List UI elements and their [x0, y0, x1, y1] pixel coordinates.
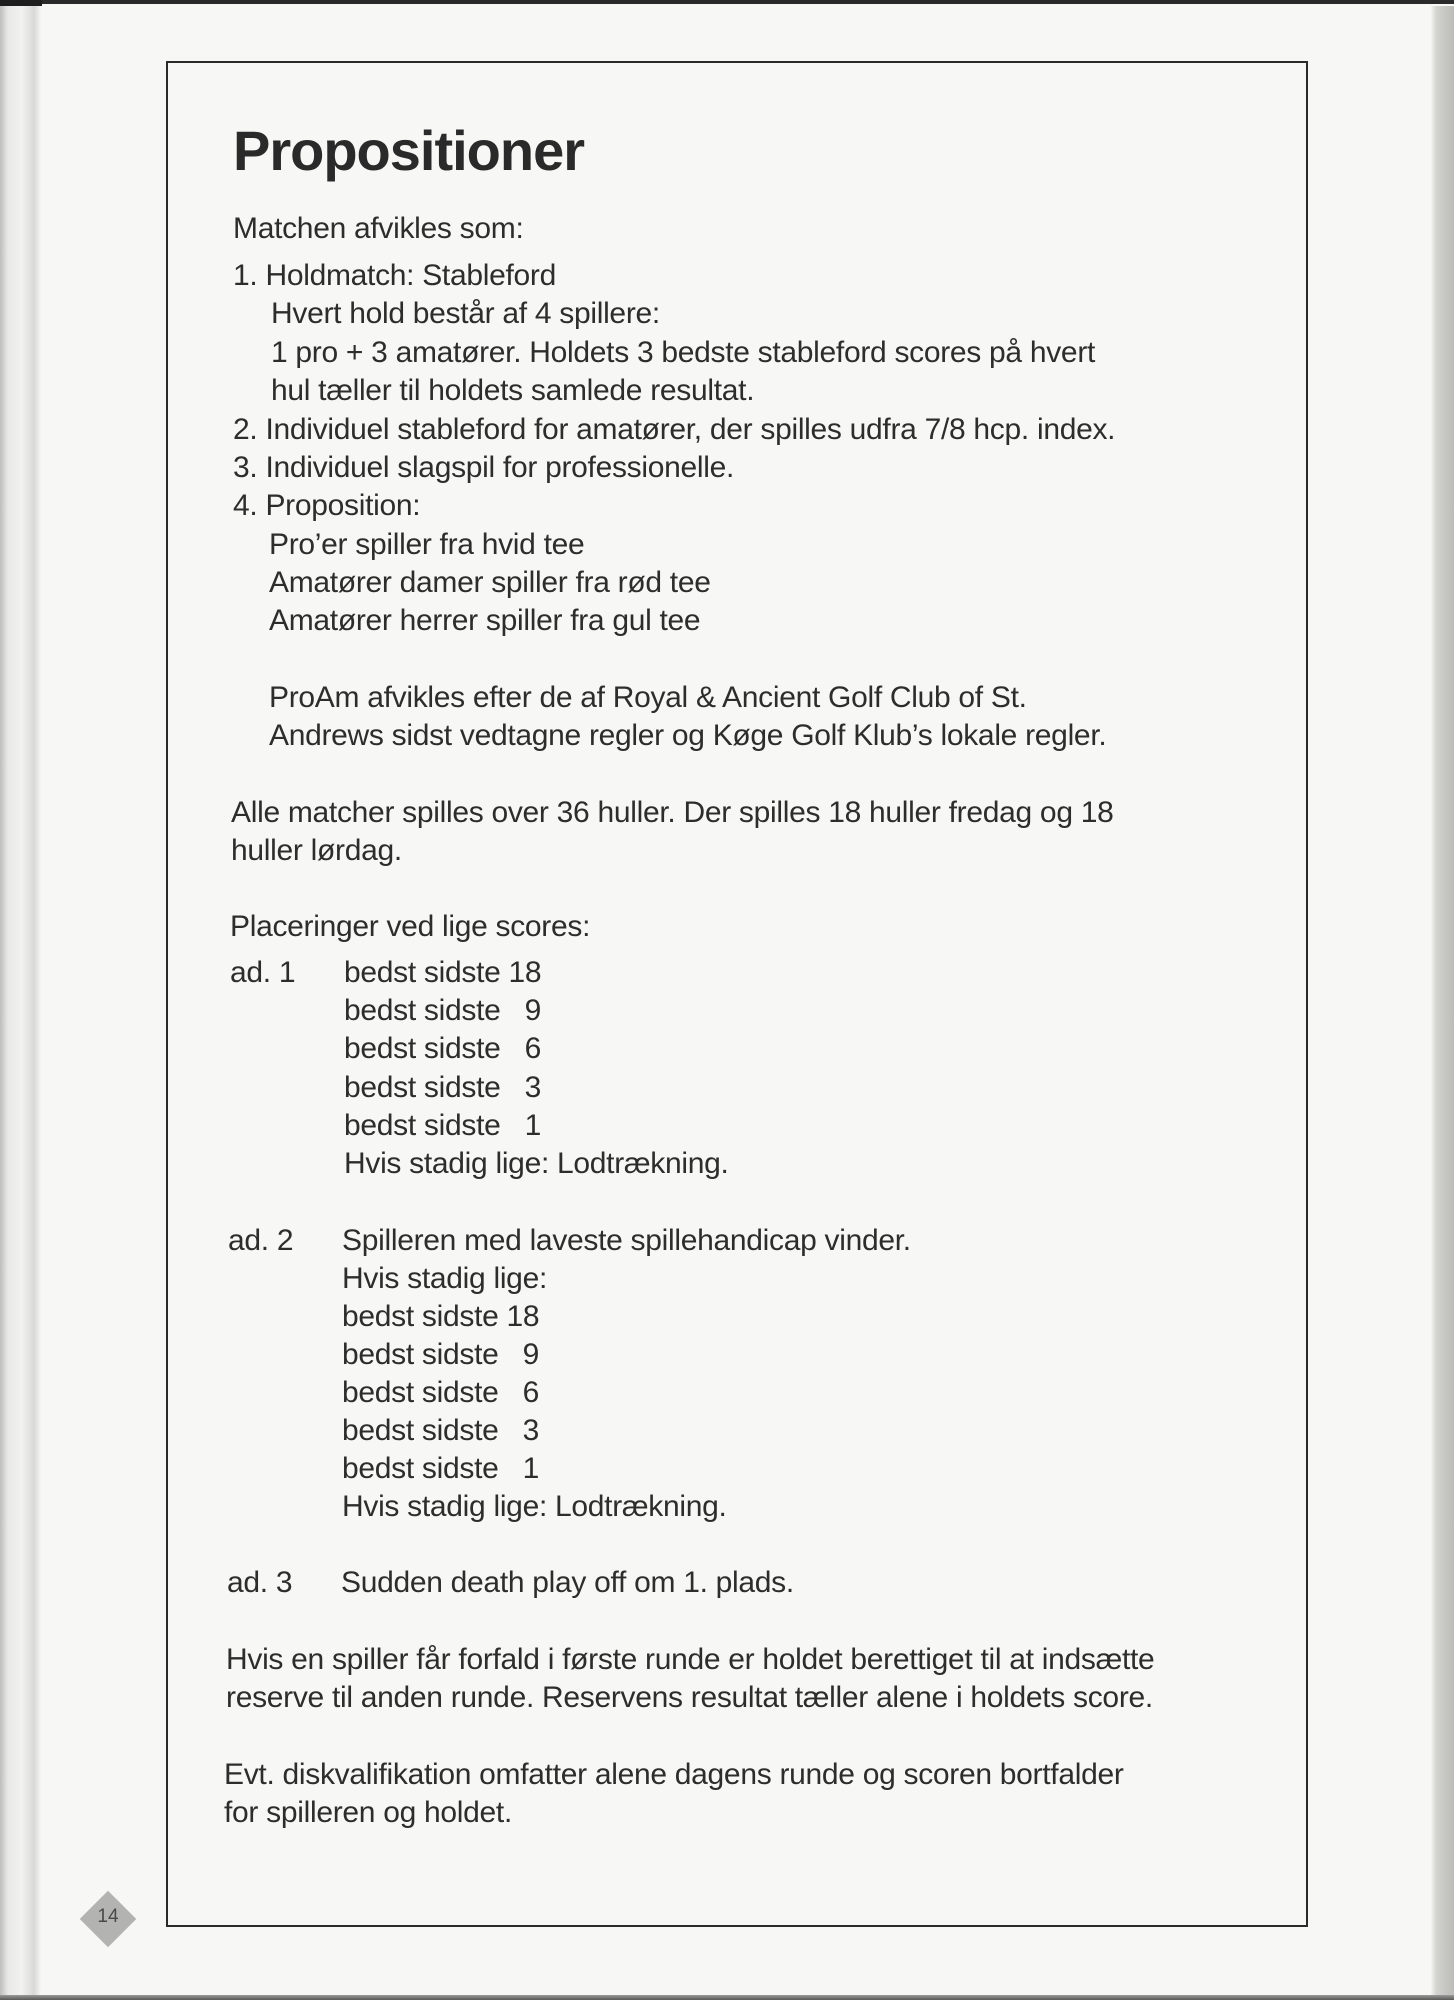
tie-rule: Spilleren med laveste spillehandicap vinder. — [342, 1224, 911, 1257]
list-item-4-line: Amatører damer spiller fra rød tee — [269, 566, 711, 599]
tie-rule: Sudden death play off om 1. plads. — [341, 1566, 794, 1599]
page-edge-shadow — [1430, 6, 1454, 2000]
list-item-4-line: Pro’er spiller fra hvid tee — [269, 528, 585, 561]
tie-rule: Hvis stadig lige: — [342, 1262, 547, 1295]
reserve-note-line: Hvis en spiller får forfald i første runde er holdet berettiget til at indsætte — [226, 1643, 1155, 1676]
reserve-note-line: reserve til anden runde. Reservens resultat tæller alene i holdets score. — [226, 1681, 1153, 1714]
page-number: 14 — [97, 1906, 119, 1927]
tie-rule: bedst sidste 6 — [344, 1032, 541, 1065]
tie-rule: Hvis stadig lige: Lodtrækning. — [342, 1490, 727, 1523]
tie-rule: bedst sidste 18 — [342, 1300, 540, 1333]
tie-label-3: ad. 3 — [227, 1566, 293, 1599]
tie-rule: bedst sidste 18 — [344, 956, 542, 989]
list-item-1: 1. Holdmatch: Stableford — [233, 259, 556, 292]
tie-label-2: ad. 2 — [228, 1224, 294, 1257]
tie-heading: Placeringer ved lige scores: — [230, 910, 591, 943]
list-item-1-line: Hvert hold består af 4 spillere: — [271, 297, 660, 330]
page-title: Propositioner — [233, 119, 585, 182]
rules-note-line: ProAm afvikles efter de af Royal & Ancient Golf Club of St. — [269, 681, 1027, 714]
tie-rule: bedst sidste 9 — [342, 1338, 539, 1371]
list-item-4-line: Amatører herrer spiller fra gul tee — [269, 604, 701, 637]
tie-rule: bedst sidste 6 — [342, 1376, 539, 1409]
scan-corner — [0, 0, 42, 6]
tie-rule: bedst sidste 3 — [342, 1414, 539, 1447]
rules-note-line: Andrews sidst vedtagne regler og Køge Golf Klub’s lokale regler. — [269, 719, 1107, 752]
tie-rule: Hvis stadig lige: Lodtrækning. — [344, 1147, 729, 1180]
binding-shadow — [0, 0, 42, 2000]
list-item-1-line: hul tæller til holdets samlede resultat. — [271, 374, 755, 407]
tie-rule: bedst sidste 9 — [344, 994, 541, 1027]
tie-rule: bedst sidste 1 — [342, 1452, 539, 1485]
tie-rule: bedst sidste 3 — [344, 1071, 541, 1104]
list-item-1-line: 1 pro + 3 amatører. Holdets 3 bedste stableford scores på hvert — [271, 336, 1096, 369]
list-item-2: 2. Individuel stableford for amatører, der spilles udfra 7/8 hcp. index. — [233, 413, 1116, 446]
intro-text: Matchen afvikles som: — [233, 212, 524, 245]
scan-bottom-edge — [0, 1995, 1454, 2000]
list-item-4: 4. Proposition: — [233, 489, 421, 522]
holes-note-line: huller lørdag. — [231, 834, 402, 867]
dq-note-line: Evt. diskvalifikation omfatter alene dagens runde og scoren bortfalder — [224, 1758, 1124, 1791]
scan-top-edge — [0, 0, 1454, 4]
holes-note-line: Alle matcher spilles over 36 huller. Der spilles 18 huller fredag og 18 — [231, 796, 1114, 829]
list-item-3: 3. Individuel slagspil for professionelle. — [233, 451, 735, 484]
dq-note-line: for spilleren og holdet. — [224, 1796, 512, 1829]
tie-label-1: ad. 1 — [230, 956, 296, 989]
tie-rule: bedst sidste 1 — [344, 1109, 541, 1142]
